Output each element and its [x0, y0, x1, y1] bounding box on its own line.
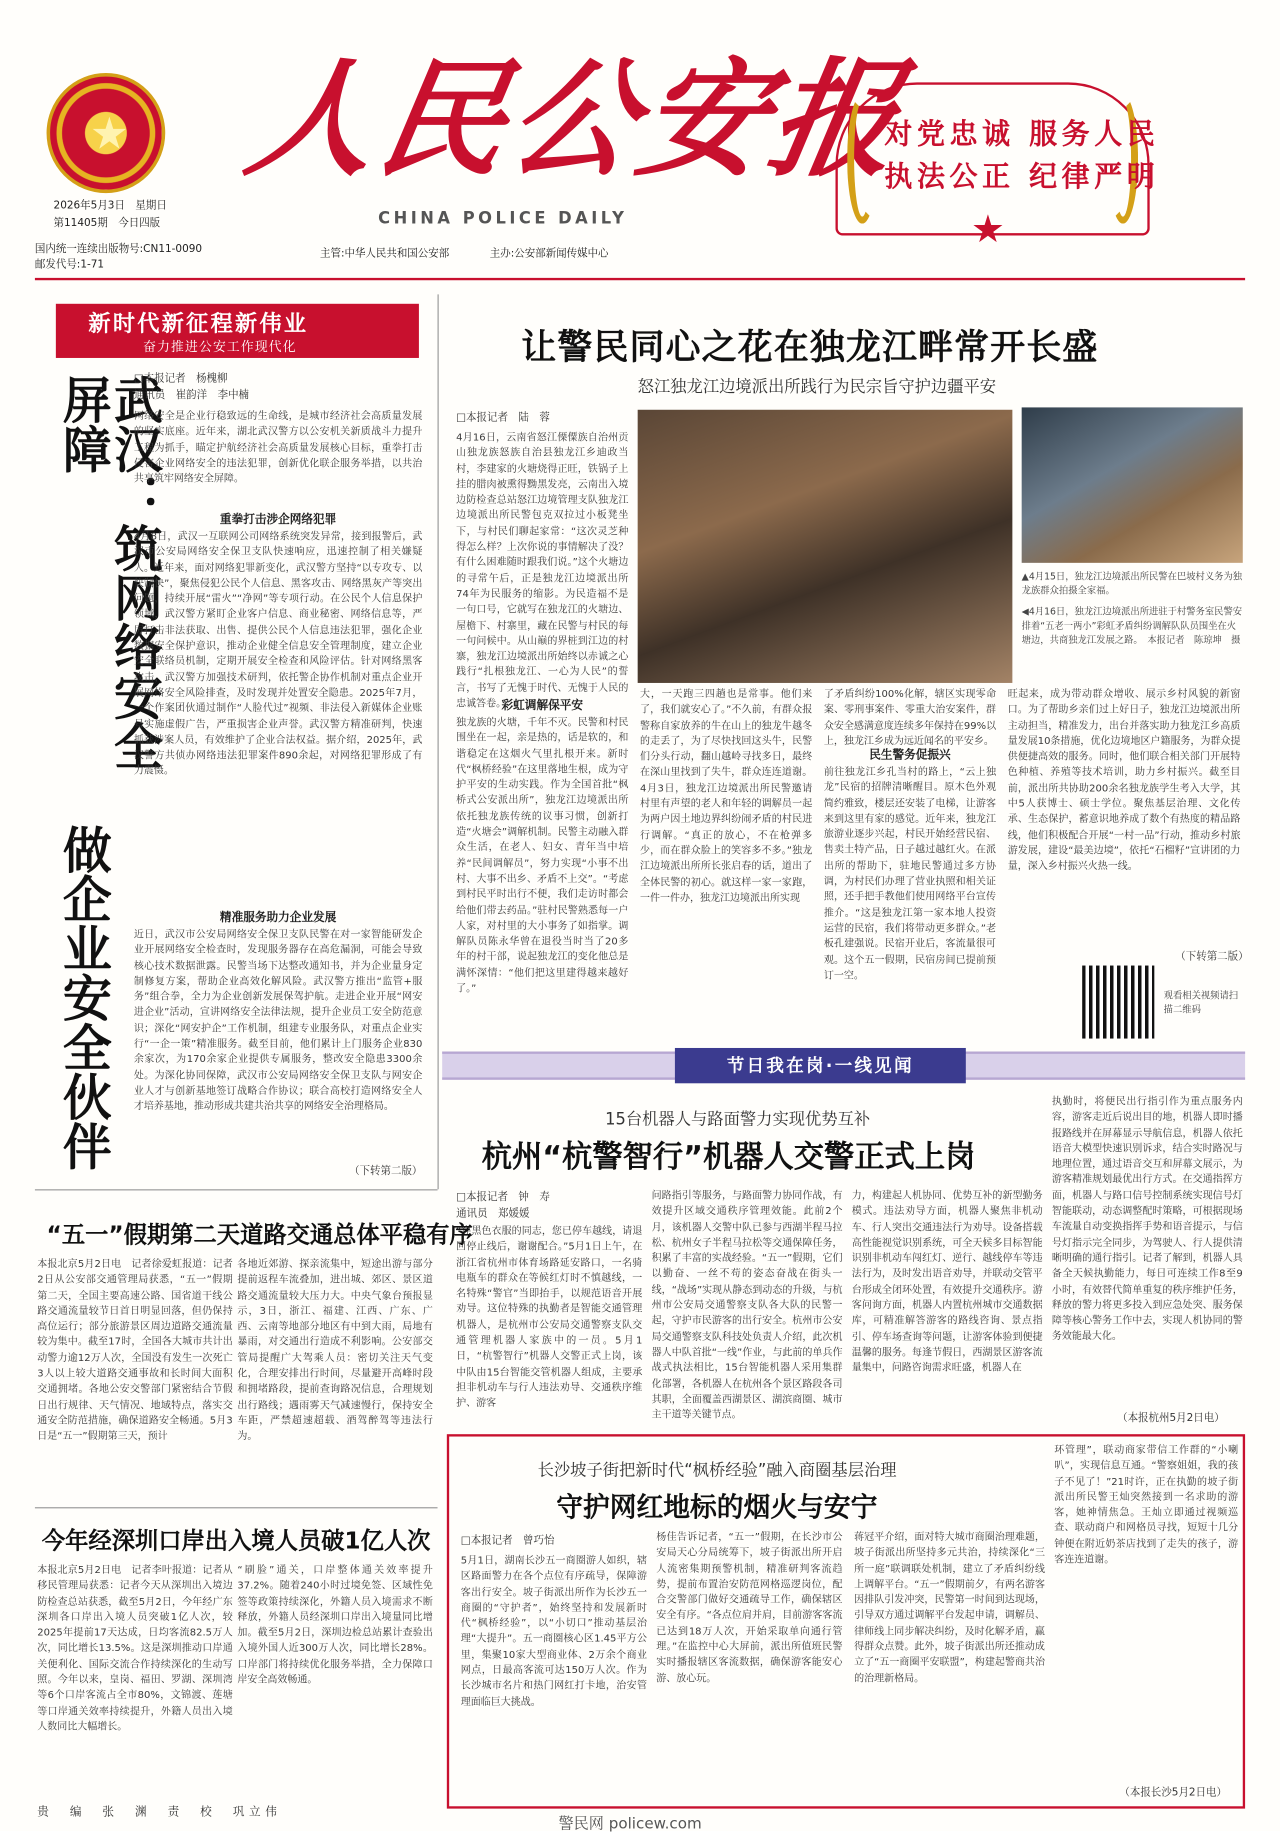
sponsor-line	[320, 245, 646, 260]
lead-subhead-1: 重拳打击涉企网络犯罪	[219, 513, 337, 527]
dulong-subhead-1: 彩虹调解保平安	[501, 699, 583, 713]
dulong-photo-family	[1022, 407, 1243, 562]
dulong-subhead-2: 民生警务促振兴	[869, 748, 951, 762]
issue-info	[54, 198, 167, 233]
changsha-headline: 守护网红地标的烟火与安宁	[556, 1493, 878, 1524]
issue-number: 第11405期 今日四版	[53, 217, 161, 230]
motto	[884, 113, 1159, 198]
wuyi-headline: “五一”假期第二天道路交通总体平稳有序	[46, 1219, 473, 1249]
masthead-rule	[35, 278, 1245, 280]
lead-subhead-2: 精准服务助力企业发展	[219, 911, 337, 925]
changsha-body-3: 蒋冠平介绍，面对特大城市商圈治理难题，坡子街派出所坚持多元共治，持续深化“三所一庭”联调联处机制，建立了矛盾纠纷线上调解平台。“五一”假期前夕，有两名游客因排队引发冲突，民警第一时间到达现场，引导双方通过调解平台发起申请，调解员、律师线上同步解决纠纷，及时化解矛盾，赢得群众点赞。此外，坡子街派出所还推动成立了“五一商圈平安联盟”，构建起警商共治的治理新格局。	[854, 1531, 1045, 1685]
lead-headline-2: 做企业安全伙伴	[55, 824, 113, 1171]
changsha-byline: □本报记者 曾巧怡	[460, 1535, 555, 1548]
hangzhou-headline: 杭州“杭警智行”机器人交警正式上岗	[481, 1139, 976, 1176]
changsha-dateline: （本报长沙5月2日电）	[1119, 1787, 1228, 1800]
column-divider	[438, 294, 439, 1189]
hangzhou-dateline: （本报杭州5月2日电）	[1117, 1412, 1225, 1425]
lead-byline-reporter: □本报记者 杨槐柳	[133, 373, 228, 386]
shenzhen-headline: 今年经深圳口岸出入境人员破1亿人次	[41, 1526, 431, 1555]
hangzhou-body-4: 执勤时，将便民出行指引作为重点服务内容，游客走近后说出目的地，机器人即时播报路线并在屏幕显示导航信息，机器人依托语音大模型快速识别诉求，结合实时路况与地理位置，通过语音交互和屏幕文展示，为游客精准规划最优出行方式。在交通指挥方面，机器人与路口信号控制系统实现信号灯智能联动，动态调整配时策略，可根据现场车流量自动变换指挥手势和语音提示，与信号灯指示完全同步，为驾驶人、行人提供清晰明确的通行指引。记者了解到，机器人具备全天候执勤能力，每日可连续工作8至9小时，有效替代简单重复的秩序维护任务，释放的警力将更多投入到应急处突、服务保障等核心警务工作中去，实现人机协同的警务效能最大化。	[1051, 1096, 1243, 1343]
lead-intro: 网络安全是企业行稳致远的生命线，是城市经济社会高质量发展的坚实底座。近年来，湖北武汉警方以公安机关新质战斗力提升工程为抓手，瞄定护航经济社会高质量发展核心目标，重拳打击侵害企业网络安全的违法犯罪，创新优化联企服务举措，以共治共享筑牢网络安全屏障。	[133, 410, 423, 486]
lead-headline-1: 武汉：筑网络安全屏障	[55, 374, 165, 771]
lead-byline-correspondents: 通讯员 崔韵洋 李中楠	[133, 389, 250, 402]
masthead-english: CHINA POLICE DAILY	[378, 209, 628, 229]
dulong-body-6: 旺起来，成为带动群众增收、展示乡村风貌的新窗口。为了帮助乡亲们过上好日子，独龙江边境派出所主动担当，精准发力，出台并落实助力独龙江乡高质量发展10条措施，优化边境地区户籍服务，为群众提供便捷高效的服务。同时，他们联合相关部门开展特色种植、养殖等技术培训，助力乡村振兴。截至目前，派出所共协助200余名独龙族学生考入大学，其中5人获博士、硕士学位。聚焦基层治理、文化传承、生态保护，蓄意识地养成了数个有热度的精品路线，他们积极配合开展“一村一品”行动，推动乡村旅游发展，建设“最美边境”，依托“石榴籽”宣讲团的力量，深入乡村振兴火热一线。	[1007, 688, 1241, 873]
dulong-body-1: 4月16日，云南省怒江傈僳族自治州贡山独龙族怒族自治县独龙江乡迪政当村，李建家的火塘烧得正旺，铁锅子上挂的腊肉被熏得黝黑发亮，云南出入境边防检查总站怒江边境管理支队独龙江边境派出所民警包克双拉过小板凳坐下，与村民们聊起家常：“这次灵芝种得怎么样？上次你说的事情解决了没？有什么困难随时跟我们说。”这个火塘边的寻常午后，正是独龙江边境派出所74年为民服务的缩影。为民造福不是一句口号，它就写在独龙江的火塘边、屋檐下、村寨里，藏在民警与村民的每一句问候中。从山巅的界桩到江边的村寨，独龙江边境派出所始终以赤诚之心践行“扎根独龙江、一心为人民”的誓言，书写了无愧于时代、无愧于人民的忠诚答卷。	[456, 432, 629, 711]
footer-watermark: 警民网 policew.com	[558, 1815, 702, 1833]
dulong-body-5: 前往独龙江乡孔当村的路上，“云上独龙”民宿的招牌清晰醒目。原木色外观简约雅致，楼层还安装了电梯，让游客来到这里有家的感觉。近年来，独龙江旅游业逐步兴起，村民开始经营民宿、售卖土特产品，日子越过越红火。在派出所的帮助下，驻地民警通过多方协调，为村民们办理了营业执照和相关证照，还手把手教他们使用网络平台宣传推介。“这是独龙江第一家本地人投资运营的民宿，我们将带动更多群众。”老板孔建强说。民宿开业后，客流量很可观。这个五一假期，民宿房间已提前预订一空。	[823, 766, 997, 982]
banner-title: 新时代新征程新伟业	[88, 310, 309, 337]
laurel-left-icon	[847, 94, 877, 224]
hangzhou-byline-reporter: □本报记者 钟 寿	[456, 1191, 550, 1204]
lead-continued: （下转第二版）	[349, 1165, 423, 1178]
lead-body-1: 4月8日，武汉一互联网公司网络系统突发异常，接到报警后，武汉市公安局网络安全保卫支队快速响应，迅速控制了相关嫌疑人。近年来，面对网络犯罪新变化，武汉警方坚持“以专攻专、以快制快”，聚焦侵犯公民个人信息、黑客攻击、网络黑灰产等突出问题，持续开展“雷火”“净网”等专项行动。在公民个人信息保护领域，武汉警方紧盯企业客户信息、商业秘密、网络信息等，严厉打击非法获取、出售、提供公民个人信息违法犯罪，强化企业数据安全保护意识，推动企业健全信息安全管理制度，建立企业安全联络员机制，定期开展安全检查和风险评估。针对网络黑客攻击，武汉警方加强技术研判，依托警企协作机制对重点企业开展网络安全风险排查，及时发现并处置安全隐患。2025年7月，一个作案团伙通过制作“人脸代过”视频、非法侵入新媒体企业账号实施虚假广告，严重损害企业声誉。武汉警方精准研判，快速抓获涉案人员，有效维护了企业合法权益。据介绍，2025年，武汉警方共侦办网络违法犯罪案件890余起，对网络犯罪形成了有力震慑。	[133, 531, 423, 778]
police-emblem-icon	[47, 73, 166, 193]
sponsor-text: 主管:中华人民共和国公安部	[320, 248, 450, 261]
dulong-photo-fireside	[638, 410, 1013, 683]
dulong-photo2-caption: ◀4月16日，独龙江边境派出所进驻于村警务室民警安排着“五老一两小”彩虹矛盾纠纷调解队队员围坐在火塘边，共商独龙江发展之路。 本报记者 陈琼坤 摄	[1021, 606, 1243, 646]
changsha-body-1: 5月1日，湖南长沙五一商圈游人如织，辖区路面警力在各个点位有序疏导，保障游客出行安全。坡子街派出所作为长沙五一商圈的“守护者”，始终坚持和发展新时代“枫桥经验”，以“小切口”推动基层治理“大提升”。五一商圈核心区1.45平方公里，集聚10家大型商业体、2万余个商业网点，日最高客流可达150万人次。作为长沙城市名片和热门网红打卡地，治安管理面临巨大挑战。	[460, 1555, 647, 1709]
motto-line-1: 对党忠诚 服务人民	[884, 117, 1160, 151]
staff-credit: 贵 编 张 渊 责 校 巩立伟	[37, 1806, 282, 1820]
dulong-continued: （下转第二版）	[1175, 951, 1249, 964]
registration-info	[35, 243, 202, 274]
dulong-body-4: 了矛盾纠纷100%化解，辖区实现零命案、零刑事案件、零重大治安案件，群众安全感满意度连续多年保持在99%以上，独龙江乡成为远近闻名的平安乡。	[823, 688, 997, 748]
lead-byline	[134, 371, 249, 404]
hangzhou-body-3: 力，构建起人机协同、优势互补的新型勤务模式。违法劝导方面，机器人聚焦非机动车、行人突出交通违法行为劝导。设备搭载高性能视觉识别系统，可全天候多目标智能识别非机动车闯红灯、逆行、越线停车等违法行为，及时发出语音劝导，并联动交管平台形成全闭环处置，有效提升交通秩序。游客问询方面，机器人内置杭州城市交通数据库，可精准解答游客的路线咨询、景点指引、停车场查询等问题，让游客体验到便捷温馨的服务。每逢节假日，西湖景区游客流量集中，问路咨询需求旺盛，机器人在	[851, 1190, 1043, 1375]
motto-line-2: 执法公正 纪律严明	[884, 160, 1160, 194]
section-rule	[35, 1507, 438, 1508]
changsha-body-2: 杨佳告诉记者，“五一”假期，在长沙市公安局天心分局统筹下，坡子街派出所开启人流密集期预警机制，精准研判客流趋势，提前布置治安防范网格巡逻岗位，配合交警部门做好交通疏导工作，确保辖区安全有序。“各点位肩并肩，目前游客客流已达到18万人次，开始采取单向通行管理。”在监控中心大屏前，派出所值班民警实时播报辖区客流数据，确保游客能安心游、放心玩。	[656, 1531, 843, 1685]
changsha-kicker: 长沙坡子街把新时代“枫桥经验”融入商圈基层治理	[537, 1461, 897, 1481]
dulong-body-2: 独龙族的火塘，千年不灭。民警和村民围坐在一起，亲是热的，话是软的，和谐稳定在这烟火气里扎根开来。新时代“枫桥经验”在这里落地生根，成为守护平安的生动实践。作为全国首批“枫桥式公安派出所”，独龙江边境派出所依托独龙族传统的议事习惯，创新打造“火塘会”调解机制。民警主动融入群众生活，在老人、妇女、青年当中培养“民间调解员”，努力实现“小事不出村、大事不出乡、矛盾不上交”。“考虑到村民平时出行不便，我们走访时都会给他们带去药品。”驻村民警熟悉每一户人家，对村里的大小事务了如指掌。调解队员陈永华曾在退役当时当了20多年的村干部，说起独龙江的变化他总是满怀深情：“他们把这里建得越来越好了。”	[456, 717, 629, 996]
wuyi-body-1: 本报北京5月2日电 记者徐爱虹报道：记者2日从公安部交通管理局获悉，“五一”假期第二天，全国主要高速公路、国省道干线公路交通流量较节日首日明显回落，但仍保持高位运行；部分旅游景区周边道路交通流量较为集中。截至17时，全国各大城市共计出动警力逾12万人次，全国没有发生一次死亡3人以上较大道路交通事故和长时间大面积交通拥堵。各地公安交警部门紧密结合节假日出行规律、天气情况、地域特点，落实交通安全防范措施，确保道路安全畅通。5月3日是“五一”假期第三天，预计	[37, 1258, 233, 1443]
qr-caption: 观看相关视频请扫描二维码	[1163, 990, 1239, 1015]
hangzhou-body-2: 问路指引等服务，与路面警力协同作战，有效提升区域交通秩序管理效能。此前2个月，该机器人交警中队已参与西湖半程马拉松、杭州女子半程马拉松等交通保障任务，积累了丰富的实战经验。“五一”假期，它们以勤奋、一丝不苟的姿态奋战在街头一线，“战场”实现从静态到动态的升级，与杭州市公安局交通警察支队各大队的民警一起，守护市民游客的出行安全。杭州市公安局交通警察支队科技处负责人介绍，此次机器人中队首批“一线”作业，与此前的单兵作战式执法相比，15台智能机器人采用集群化部署，各机器人在杭州各个景区路段各司其职，全面覆盖西湖景区、湖滨商圈、城市主干道等关键节点。	[651, 1190, 843, 1422]
section-rule	[35, 1189, 438, 1190]
dulong-headline: 让警民同心之花在独龙江畔常开长盛	[521, 327, 1099, 369]
shenzhen-body-2: “刷脸”通关，口岸整体通关效率提升37.2%。随着240小时过境免签、区域性免签等政策持续深化，外籍人员入境需求不断释放，外籍人员经深圳口岸出入境量同比增加。截至5月2日，深圳边检总站累计查验出入境外国人近300万人次，同比增长28%。口岸部门将持续优化服务举措，全力保障口岸安全高效畅通。	[237, 1564, 433, 1687]
banner-subtitle: 奋力推进公安工作现代化	[143, 339, 297, 355]
dulong-deck: 怒江独龙江边境派出所践行为民宗旨守护边疆平安	[637, 377, 997, 397]
wuyi-body-2: 各地近郊游、探亲流集中，短途出游与部分提前返程车流叠加，进出城、郊区、景区道路交通流量较大压力大。中央气象台预报显示，3日，浙江、福建、江西、广东、广西、云南等地部分地区有中到大雨，局地有暴雨，对交通出行造成不利影响。公安部交管局提醒广大驾乘人员：密切关注天气变化，合理安排出行时间，尽量避开高峰时段和拥堵路段，提前查询路况信息，合理规划出行路线；遇雨雾天气减速慢行，保持安全车距，严禁超速超载、酒驾醉驾等违法行为。	[237, 1258, 433, 1443]
shenzhen-body-1: 本报北京5月2日电 记者李叶报道：记者从移民管理局获悉：记者今天从深圳出入境边防检查总站获悉，截至5月2日，今年经广东深圳各口岸出入境人员突破1亿人次，较2025年提前17天达成，日均客流82.5万人次，同比增长13.5%。这是深圳推动口岸通关便利化、国际交流合作持续深化的生动写照。今年以来，皇岗、福田、罗湖、深圳湾等6个口岸客流占全市80%，文锦渡、莲塘等口岸通关效率持续提升，外籍人员出入境人数同比大幅增长。	[37, 1564, 233, 1734]
lead-body-2: 近日，武汉市公安局网络安全保卫支队民警在对一家智能研发企业开展网络安全检查时，发现服务器存在高危漏洞，可能会导致核心技术数据泄露。民警当场下达整改通知书，并为企业量身定制修复方案，帮助企业高效化解风险。武汉警方推出“监管+服务”组合拳，全力为企业创新发展保驾护航。走进企业开展“网安进企业”活动，宣讲网络安全法律法规，提升企业员工安全防范意识；深化“网安护企”工作机制，组建专业服务队，对重点企业实行“一企一策”精准服务。截至目前，他们累计上门服务企业830余家次，为170余家企业提供专属服务，整改安全隐患3300余处。为深化协同保障，武汉市公安局网络安全保卫支队与网安企业人才与创新基地签订战略合作协议；联合高校打造网络安全人才培养基地，推动形成共建共治共享的网络安全治理格局。	[133, 929, 423, 1114]
hangzhou-kicker: 15台机器人与路面警力实现优势互补	[605, 1110, 871, 1130]
hangzhou-byline-correspondent: 通讯员 郑媛媛	[456, 1208, 530, 1220]
qr-code-icon[interactable]	[1082, 966, 1154, 1039]
dulong-byline: □本报记者 陆 蓉	[456, 412, 550, 424]
column-banner	[56, 304, 419, 358]
hangzhou-body-1: “穿黑色衣服的同志，您已停车越线，请退回停止线后，谢谢配合。”5月1日上午，在浙江省杭州市体育场路延安路口，一名骑电瓶车的群众在等候红灯时不慎越线，一名特殊“警官”当即抬手，以规范语音开展劝导。这位特殊的执勤者是智能交通管理机器人，是杭州市公安局交通警察支队交通管理机器人家族中的一员。5月1日，“杭警智行”机器人交警正式上岗，该中队由15台智能交管机器人组成，主要承担非机动车与行人违法劝导、交通秩序维护、游客	[456, 1225, 643, 1410]
topic-tag: 节日我在岗·一线见闻	[675, 1048, 966, 1083]
changsha-body-4: 环管理”，联动商家带信工作群的“小喇叭”，实现信息互通。“警察姐姐，我的孩子不见了！”21时许，正在执勤的坡子街派出所民警王灿突然接到一名求助的游客，她神情焦急。王灿立即通过视频巡查、联动商户和网格员寻找，短短十几分钟便在附近奶茶店找到了走失的孩子，游客连连道谢。	[1054, 1444, 1239, 1567]
dulong-body-3: 大，一天跑三四趟也是常事。他们来了，我们就安心了。”不久前，有群众报警称自家放养的牛在山上的独龙牛越冬的走丢了，为了尽快找回这头牛，民警们分头行动，翻山越岭寻找多日，最终在深山里找到了失牛，群众连连道谢。4月3日，独龙江边境派出所民警邀请村里有声望的老人和年轻的调解员一起为两户因土地边界纠纷闹矛盾的村民进行调解。“真正的放心，不在枪弹多少，而在群众脸上的笑容多不多。”独龙江边境派出所所长张启春的话，道出了全体民警的初心。就这样一家一家跑，一件一件办，独龙江边境派出所实现	[640, 688, 813, 905]
publisher-text: 主办:公安部新闻传媒中心	[489, 248, 609, 261]
issue-date: 2026年5月3日 星期日	[53, 200, 167, 212]
masthead-title: 人民公安报	[237, 45, 915, 195]
registration-number: 国内统一连续出版物号:CN11-0090	[34, 243, 203, 256]
postal-code: 邮发代号:1-71	[34, 259, 105, 271]
dulong-photo1-caption: ▲4月15日，独龙江边境派出所民警在巴坡村义务为独龙族群众拍摄全家福。	[1021, 571, 1243, 596]
